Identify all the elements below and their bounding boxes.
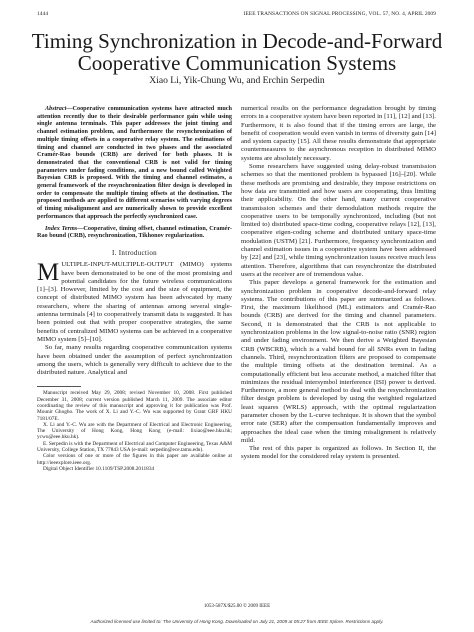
footnote-color-versions: Color versions of one or more of the figures in this paper are available online at http://ieeexplore.ieee.org. [37, 453, 232, 466]
author-list: Xiao Li, Yik-Chung Wu, and Erchin Serpedin [149, 75, 325, 86]
page-number: 1444 [37, 11, 49, 17]
abstract-label: Abstract— [45, 105, 73, 112]
title-line-2: Cooperative Communication Systems [77, 51, 397, 75]
drop-cap: M [37, 259, 60, 287]
index-terms-label: Index Terms— [45, 224, 84, 232]
section-heading-introduction: I. Introduction [112, 248, 157, 257]
abstract [37, 105, 232, 221]
license-notice: Authorized licensed use limited to: The University of Hong Kong. Downloaded on July 21, 2009 at 05:27 from IEEE Xplore. Restrictions apply. [90, 619, 384, 624]
right-paragraph-4: The rest of this paper is organized as follows. In Section II, the system model for the considered relay system is presented. [241, 445, 436, 461]
footnote-affiliation-hku: X. Li and Y.-C. Wu are with the Department of Electrical and Electronic Engineering, The University of Hong Kong, Hong Kong (e-mail: lixiao@eee.hku.hk; ycwu@eee.hku.hk). [37, 421, 232, 441]
footnote-rule [37, 386, 81, 387]
intro-paragraph-1-text: ULTIPLE-INPUT-MULTIPLE-OUTPUT (MIMO) systems have been demonstrated to be one of the most promising and potential candidates for the future wireless communications [1]–[3]. However, limited by the cost and the size of equipment, the concept of distributed MIMO system has been advocated by many researchers, where the sharing of antennas among several single-antenna terminals [4] to cooperatively transmit data is suggested. It has been pointed out that with proper cooperative strategies, the same benefits of centralized MIMO systems can be achieved in a cooperative MIMO system [5]–[10]. [37, 261, 232, 343]
intro-paragraph-1 [37, 261, 232, 344]
intro-paragraph-2: So far, many results regarding cooperative communication systems have been obtained under the assumption of perfect synchronization among the users, which is generally very difficult to achieve due to the distributed nature. Analytical and [37, 344, 232, 377]
left-column [37, 105, 232, 472]
paper-title [30, 30, 444, 74]
abstract-text: Cooperative communication systems have attracted much attention recently due to their desirable performance gain while using single antenna terminals. This paper addresses the joint timing and channel estimation problem, and furthermore the resynchronization of multiple timing offsets in a cooperative relay system. The estimations of timing and channel are conducted in two phases and the associated Cramér-Rao bounds (CRB) are derived for both phases. It is demonstrated that the conventional CRB is not valid for timing parameters under fading conditions, and a new bound called Weighted Bayesian CRB is proposed. With the timing and channel estimates, a general framework of the resynchronization filter design is developed in order to compensate the multiple timing offsets at the destination. The proposed methods are applied to different scenarios with varying degrees of timing misalignment and are numerically shown to provide excellent performances that approach the perfectly synchronized case. [37, 105, 232, 220]
index-terms-text: Cooperative, timing offset, channel estimation, Cramér-Rao bound (CRB), resynchronization, Tikhonov regularization. [37, 224, 232, 240]
footnote-doi: Digital Object Identifier 10.1109/TSP.2008.2011834 [43, 465, 155, 472]
journal-header: IEEE TRANSACTIONS ON SIGNAL PROCESSING, VOL. 57, NO. 4, APRIL 2009 [243, 11, 436, 17]
issn-footer: 1053-587X/$25.00 © 2009 IEEE [203, 604, 271, 609]
footnote-manuscript: Manuscript received May 29, 2008; revised November 10, 2008. First published December 31, 2008; current version published March 11, 2009. The associate editor coordinating the review of this manuscript and approving it for publication was Prof. Mounir Ghogho. The work of X. Li and Y.-C. Wu was supported by Grant GRF HKU 7181/07E. [37, 390, 232, 422]
footnote-affiliation-tamu: E. Serpedin is with the Department of Electrical and Computer Engineering, Texas A&M University, College Station, TX 77843 USA (e-mail: serpedin@ece.tamu.edu). [37, 440, 232, 454]
index-terms [37, 225, 232, 240]
right-paragraph-3: This paper develops a general framework for the estimation and synchronization problem in cooperative decode-and-forward relay systems. The contributions of this paper are summarized as follows. First, the maximum likelihood (ML) estimators and Cramér-Rao bounds (CRB) are derived for the timing and channel parameters. Second, it is demonstrated that the CRB is not applicable to synchronization problems in the low signal-to-noise ratio (SNR) region and under fading environment. We then derive a Weighted Bayesian CRB (WBCRB), which is a valid bound for all SNRs even in fading channels. Third, resynchronization filters are proposed to compensate the multiple timing offsets at the destination terminal. As a computationally efficient but less accurate method, a matched filter that minimizes the residual intersymbol interference (ISI) power is derived. Furthermore, a more general method to deal with the resynchronization filter design problem is developed by using the weighted regularized least squares (WRLS) approach, with the optimal regularization parameter chosen by the L-curve technique. It is shown that the symbol error rate (SER) after the compensation fundamentally improves and approaches the ideal case when the timing misalignment is relatively mild. [241, 279, 436, 444]
right-paragraph-1: numerical results on the performance degradation brought by timing errors in a cooperative system have been reported in [11], [12] and [13]. Furthermore, it is also found that if the timing errors are large, the benefit of cooperation would even vanish in terms of diversity gain [14] and system capacity [15]. All these results demonstrate that appropriate countermeasures to the asynchronous reception in distributed MIMO systems are absolutely necessary. [241, 105, 436, 162]
title-line-1: Timing Synchronization in Decode-and-Forward [31, 29, 443, 53]
right-paragraph-2: Some researchers have suggested using delay-robust transmission schemes so that the mentioned problem is bypassed [16]–[20]. While these methods are promising and desirable, they impose restrictions on how data are transmitted and how users are cooperating, thus limiting their applicability. On the other hand, many current cooperative transmission schemes and their demodulation methods require the cooperative users to be temporally synchronized, including (but not limited to) distributed space-time coding, cooperative relays [12], [13], cooperative eigen-coding scheme and distributed unitary space-time modulation (USTM) [21]. Furthermore, frequency synchronization and channel estimation issues in a cooperative system have been addressed by [22] and [23], while timing synchronization issues receive much less attention. Therefore, algorithms that can resynchronize the distributed users at the receiver are of tremendous value. [241, 163, 436, 278]
right-column [241, 105, 436, 462]
